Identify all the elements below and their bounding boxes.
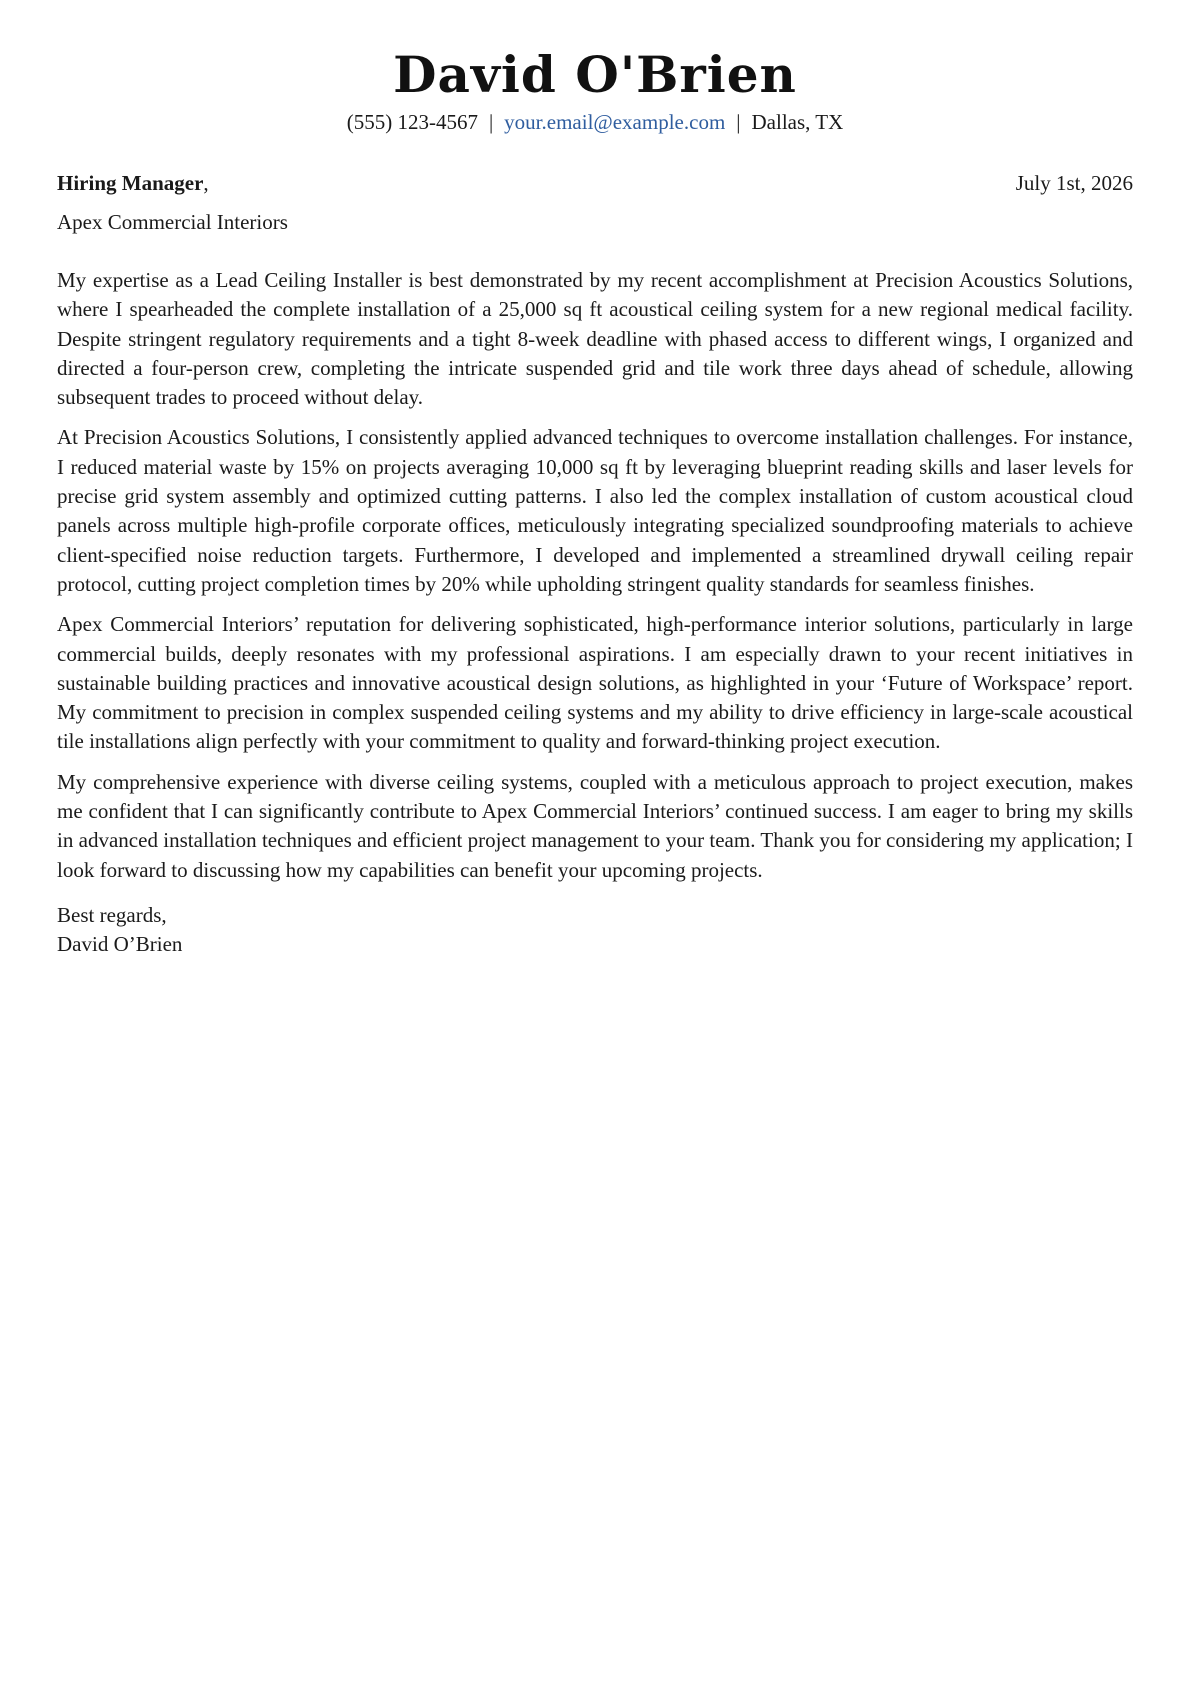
phone-number: (555) 123-4567 <box>346 110 478 134</box>
recipient-greeting <box>57 169 209 197</box>
contact-separator: | <box>488 110 494 134</box>
recipient-title: Hiring Manager <box>57 171 204 195</box>
email-link[interactable]: your.email@example.com <box>504 110 726 134</box>
contact-separator: | <box>736 110 741 134</box>
body-paragraph: At Precision Acoustics Solutions, I consistently applied advanced techniques to overcome installation challenges. For instance, I reduced material waste by 15% on projects averaging 10,000 sq ft by leveraging blueprint reading skills and laser levels for precise grid system assembly and optimized cutting patterns. I also led the complex installation of custom acoustical cloud panels across multiple high-profile corporate offices, meticulously integrating specialized soundproofing materials to achieve client-specified noise reduction targets. Furthermore, I developed and implemented a streamlined drywall ceiling repair protocol, cutting project completion times by 20% while upholding stringent quality standards for seamless finishes. <box>57 425 1133 596</box>
body-paragraph: Apex Commercial Interiors’ reputation for delivering sophisticated, high-performance interior solutions, particularly in large commercial builds, deeply resonates with my professional aspirations. I am especially drawn to your recent initiatives in sustainable building practices and innovative acoustical design solutions, as highlighted in your ‘Future of Workspace’ report. My commitment to precision in complex suspended ceiling systems and my ability to drive efficiency in large-scale acoustical tile installations align perfectly with your commitment to quality and forward-thinking project execution. <box>57 612 1133 754</box>
location: Dallas, TX <box>751 110 844 134</box>
body-paragraph: My expertise as a Lead Ceiling Installer is best demonstrated by my recent accomplishment at Precision Acoustics Solutions, where I spearheaded the complete installation of a 25,000 sq ft acoustical ceiling system for a new regional medical facility. Despite stringent regulatory requirements and a tight 8-week deadline with phased access to different wings, I organized and directed a four-person crew, completing the intricate suspended grid and tile work three days ahead of schedule, allowing subsequent trades to proceed without delay. <box>57 268 1133 410</box>
letter-closing <box>57 901 1133 959</box>
body-paragraph: My comprehensive experience with diverse ceiling systems, coupled with a meticulous approach to project execution, makes me confident that I can significantly contribute to Apex Commercial Interiors’ continued success. I am eager to bring my skills in advanced installation techniques and efficient project management to your team. Thank you for considering my application; I look forward to discussing how my capabilities can benefit your upcoming projects. <box>57 769 1133 882</box>
recipient-company: Apex Commercial Interiors <box>57 210 288 234</box>
closing-salutation: Best regards, <box>57 902 167 927</box>
recipient-title-suffix: , <box>203 171 209 195</box>
contact-line <box>57 108 1133 136</box>
letter-body <box>57 266 1133 885</box>
letter-date: July 1st, 2026 <box>1015 171 1133 195</box>
closing-signature: David O’Brien <box>57 931 183 956</box>
recipient-row <box>57 169 1133 197</box>
applicant-name: David O'Brien <box>393 45 797 104</box>
